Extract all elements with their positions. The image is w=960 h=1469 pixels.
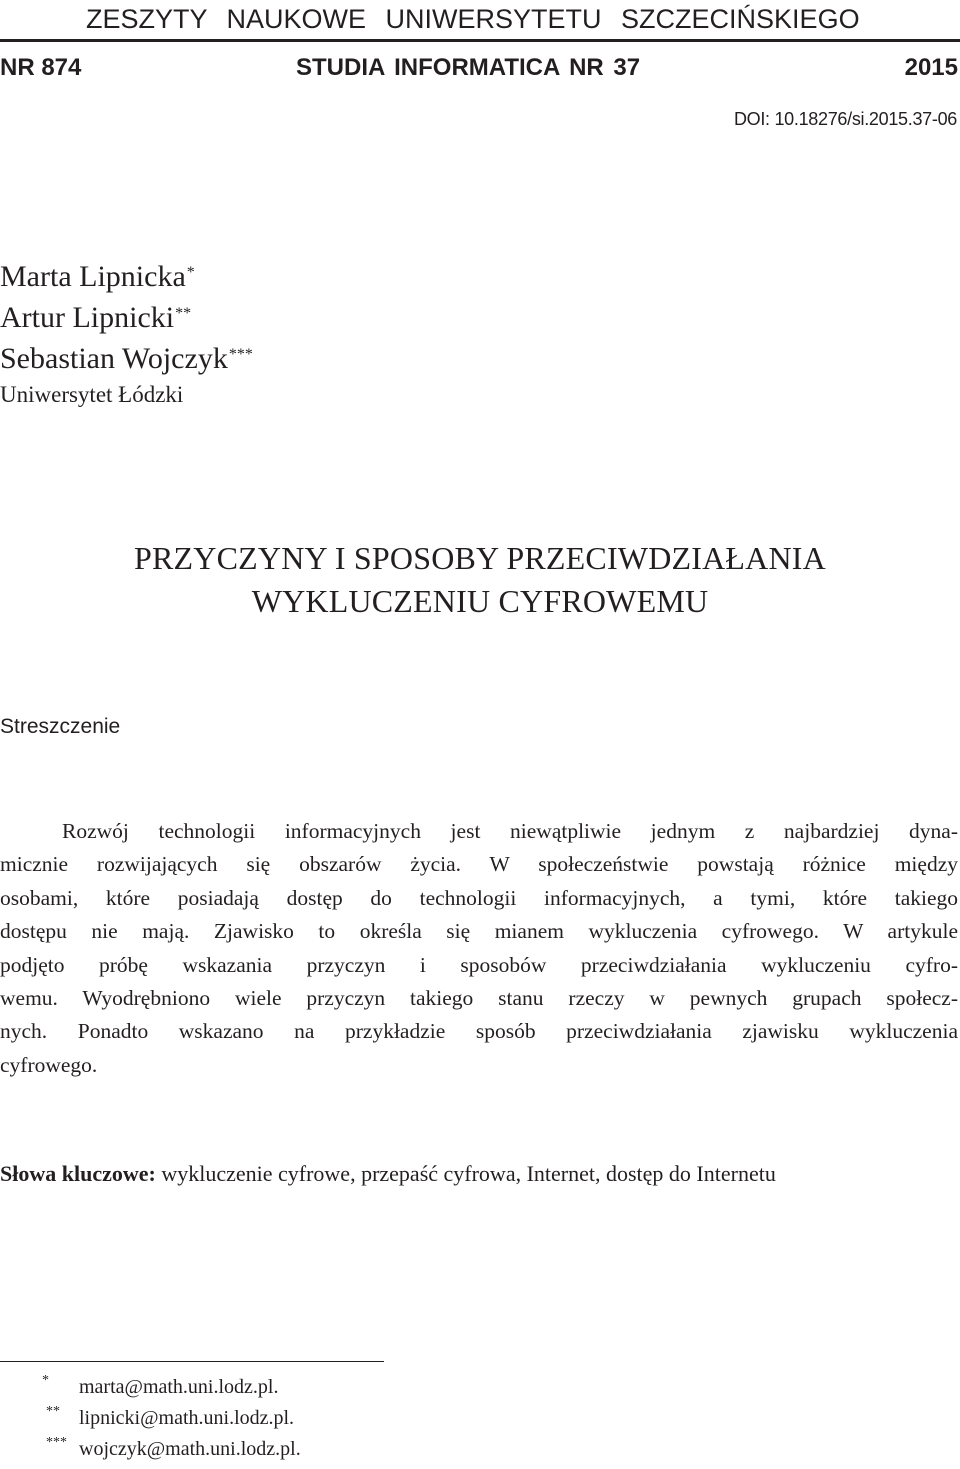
author-footnote-mark: *: [186, 264, 195, 281]
footnote-mark: *: [42, 1373, 49, 1388]
issue-row: [0, 51, 958, 85]
author-name: Sebastian Wojczyk: [0, 342, 228, 375]
issue-number: NR 874: [0, 54, 82, 81]
footnote-email: marta@math.uni.lodz.pl.: [79, 1376, 279, 1398]
footnote-mark: **: [46, 1404, 60, 1419]
paper-title: [0, 537, 960, 623]
series-name: STUDIA INFORMATICA NR 37: [296, 54, 641, 81]
abstract-line: dostępu nie mają. Zjawisko to określa się mianem wykluczenia cyfrowego. W artykule: [0, 919, 958, 944]
paper-title-line-1: PRZYCZYNY I SPOSOBY PRZECIWDZIAŁANIA: [134, 540, 826, 576]
footnote-email: wojczyk@math.uni.lodz.pl.: [79, 1438, 301, 1460]
affiliation: Uniwersytet Łódzki: [0, 382, 184, 407]
abstract-heading: Streszczenie: [0, 715, 121, 738]
abstract-line: osobami, które posiadają dostęp do technologii informacyjnych, a tymi, które takiego: [0, 885, 958, 910]
doi: DOI: 10.18276/si.2015.37-06: [733, 109, 957, 129]
abstract-line: micznie rozwijających się obszarów życia. W społeczeństwie powstają różnice między: [0, 852, 958, 877]
keywords-text: wykluczenie cyfrowe, przepaść cyfrowa, Internet, dostęp do Internetu: [161, 1161, 776, 1186]
author-1: [0, 256, 253, 297]
abstract-line: nych. Ponadto wskazano na przykładzie sposób przeciwdziałania zjawisku wykluczenia: [0, 1019, 958, 1044]
header-rule: [0, 39, 960, 42]
journal-title: ZESZYTY NAUKOWE UNIWERSYTETU SZCZECIŃSKIEGO: [86, 4, 860, 34]
paper-title-line-2: WYKLUCZENIU CYFROWEMU: [251, 583, 709, 619]
footnote-email: lipnicki@math.uni.lodz.pl.: [79, 1407, 295, 1429]
keywords: [0, 1157, 776, 1191]
abstract-body: [0, 815, 958, 1082]
author-footnote-mark: ***: [228, 346, 253, 363]
abstract-line: podjęto próbę wskazania przyczyn i sposobów przeciwdziałania wykluczeniu cyfro-: [0, 952, 958, 977]
issue-year: 2015: [904, 54, 958, 81]
abstract-line: wemu. Wyodrębniono wiele przyczyn takiego stanu rzeczy w pewnych grupach społecz-: [0, 985, 958, 1010]
author-2: [0, 297, 253, 338]
author-list: [0, 256, 253, 379]
abstract-line: Rozwój technologii informacyjnych jest niewątpliwie jednym z najbardziej dyna-: [62, 819, 958, 843]
abstract-line: cyfrowego.: [0, 1052, 98, 1077]
footnote-rule: [0, 1361, 384, 1362]
keywords-label: Słowa kluczowe:: [0, 1161, 156, 1186]
author-footnote-mark: **: [175, 305, 192, 322]
author-name: Marta Lipnicka: [0, 260, 186, 293]
footnote-mark: ***: [46, 1435, 67, 1450]
author-3: [0, 338, 253, 379]
author-name: Artur Lipnicki: [0, 301, 175, 334]
